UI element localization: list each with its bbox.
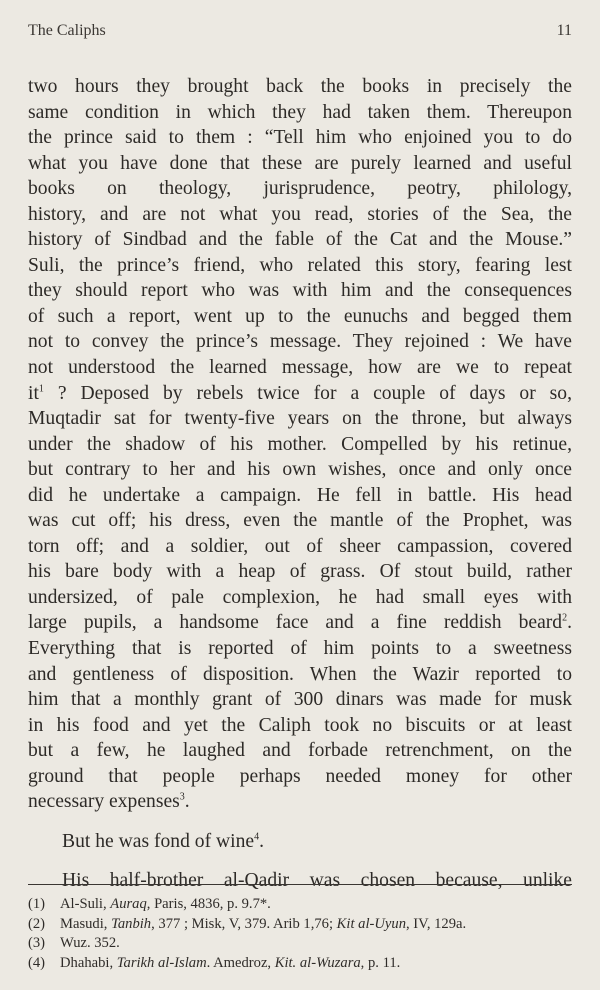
text-line: the prince said to them : “Tell him who enjoined you to do [28,127,572,149]
text-line: large pupils, a handsome face and a fine reddish beard$^2$. [28,612,572,634]
footnote-ref-4: 4 [254,831,260,843]
paragraph-2: But he was fond of wine$^4$. [62,830,264,852]
text-line: what you have done that these are purely learned and useful [28,152,572,174]
text-line: they should report who was with him and the consequences [28,280,572,302]
text-line: history, and are not what you read, stories of the Sea, the [28,203,572,225]
text-line: undersized, of pale complexion, he had small eyes with [28,586,572,608]
footnote-ref-2: 2 [562,612,568,624]
text-line: but contrary to her and his own wishes, once and only once [28,459,572,481]
text-line: was cut off; his dress, even the mantle of the Prophet, was [28,510,572,532]
text-line: under the shadow of his mother. Compelled by his retinue, [28,433,572,455]
footnote-number: (3) [28,935,46,951]
text-line: did he undertake a campaign. He fell in battle. His head [28,484,572,506]
text-line: history of Sindbad and the fable of the Cat and the Mouse.” [28,229,572,251]
page-number: 11 [556,22,572,39]
text-line: not understood the learned message, how are we to repeat [28,357,572,379]
footnotes [28,895,572,973]
footnote-ref-1: 1 [38,383,44,395]
footnote-2 [28,915,572,935]
footnote-ref-3: 3 [179,791,185,803]
footnote-1 [28,895,572,915]
text-line: Muqtadir sat for twenty-five years on the throne, but always [28,408,572,430]
text-line: $it^1$ ? Deposed by rebels twice for a couple of days or so, [28,382,572,404]
running-head [28,22,572,44]
running-head-title: The Caliphs [28,22,106,39]
footnote-4 [28,954,572,974]
paragraph-1 [28,74,572,815]
text-line: not to convey the prince’s message. They rejoined : We have [28,331,572,353]
text-line: but a few, he laughed and forbade retrenchment, on the [28,740,572,762]
text-line: two hours they brought back the books in precisely the [28,76,572,97]
text-line: of such a report, went up to the eunuchs and begged them [28,305,572,327]
text-line: in his food and yet the Caliph took no biscuits or at least [28,714,572,736]
text-line: books on theology, jurisprudence, peotry, philology, [28,178,572,200]
text-line: necessary expenses$^3$. [28,791,190,813]
footnote-number: (4) [28,954,46,971]
text-line: torn off; and a soldier, out of sheer campassion, covered [28,535,572,557]
text-line: ground that people perhaps needed money for other [28,765,572,787]
footnote-rule [28,884,572,885]
paragraph-3: His half-brother al-Qadir was chosen because, unlike [62,870,572,892]
text-line: Everything that is reported of him points to a sweetness [28,638,572,660]
body-text [28,74,572,894]
text-line: him that a monthly grant of 300 dinars was made for musk [28,689,572,711]
footnote-text: Dhahabi, Tarikh al-Islam. Amedroz, Kit. al-Wuzara, p. 11. [60,954,401,971]
footnote-3 [28,934,572,954]
text-line: Suli, the prince’s friend, who related this story, fearing lest [28,254,572,276]
footnote-text: Masudi, Tanbih, 377 ; Misk, V, 379. Arib 1,76; Kit al-Uyun, IV, 129a. [60,915,467,932]
text-line: and gentleness of disposition. When the Wazir reported to [28,663,572,685]
footnote-number: (2) [28,915,46,932]
text-line: same condition in which they had taken them. Thereupon [28,101,572,123]
footnote-text: Wuz. 352. [60,935,120,951]
text-line: his bare body with a heap of grass. Of stout build, rather [28,561,572,583]
footnote-number: (1) [28,896,46,912]
footnote-text: Al-Suli, Auraq, Paris, 4836, p. 9.7*. [60,896,271,912]
